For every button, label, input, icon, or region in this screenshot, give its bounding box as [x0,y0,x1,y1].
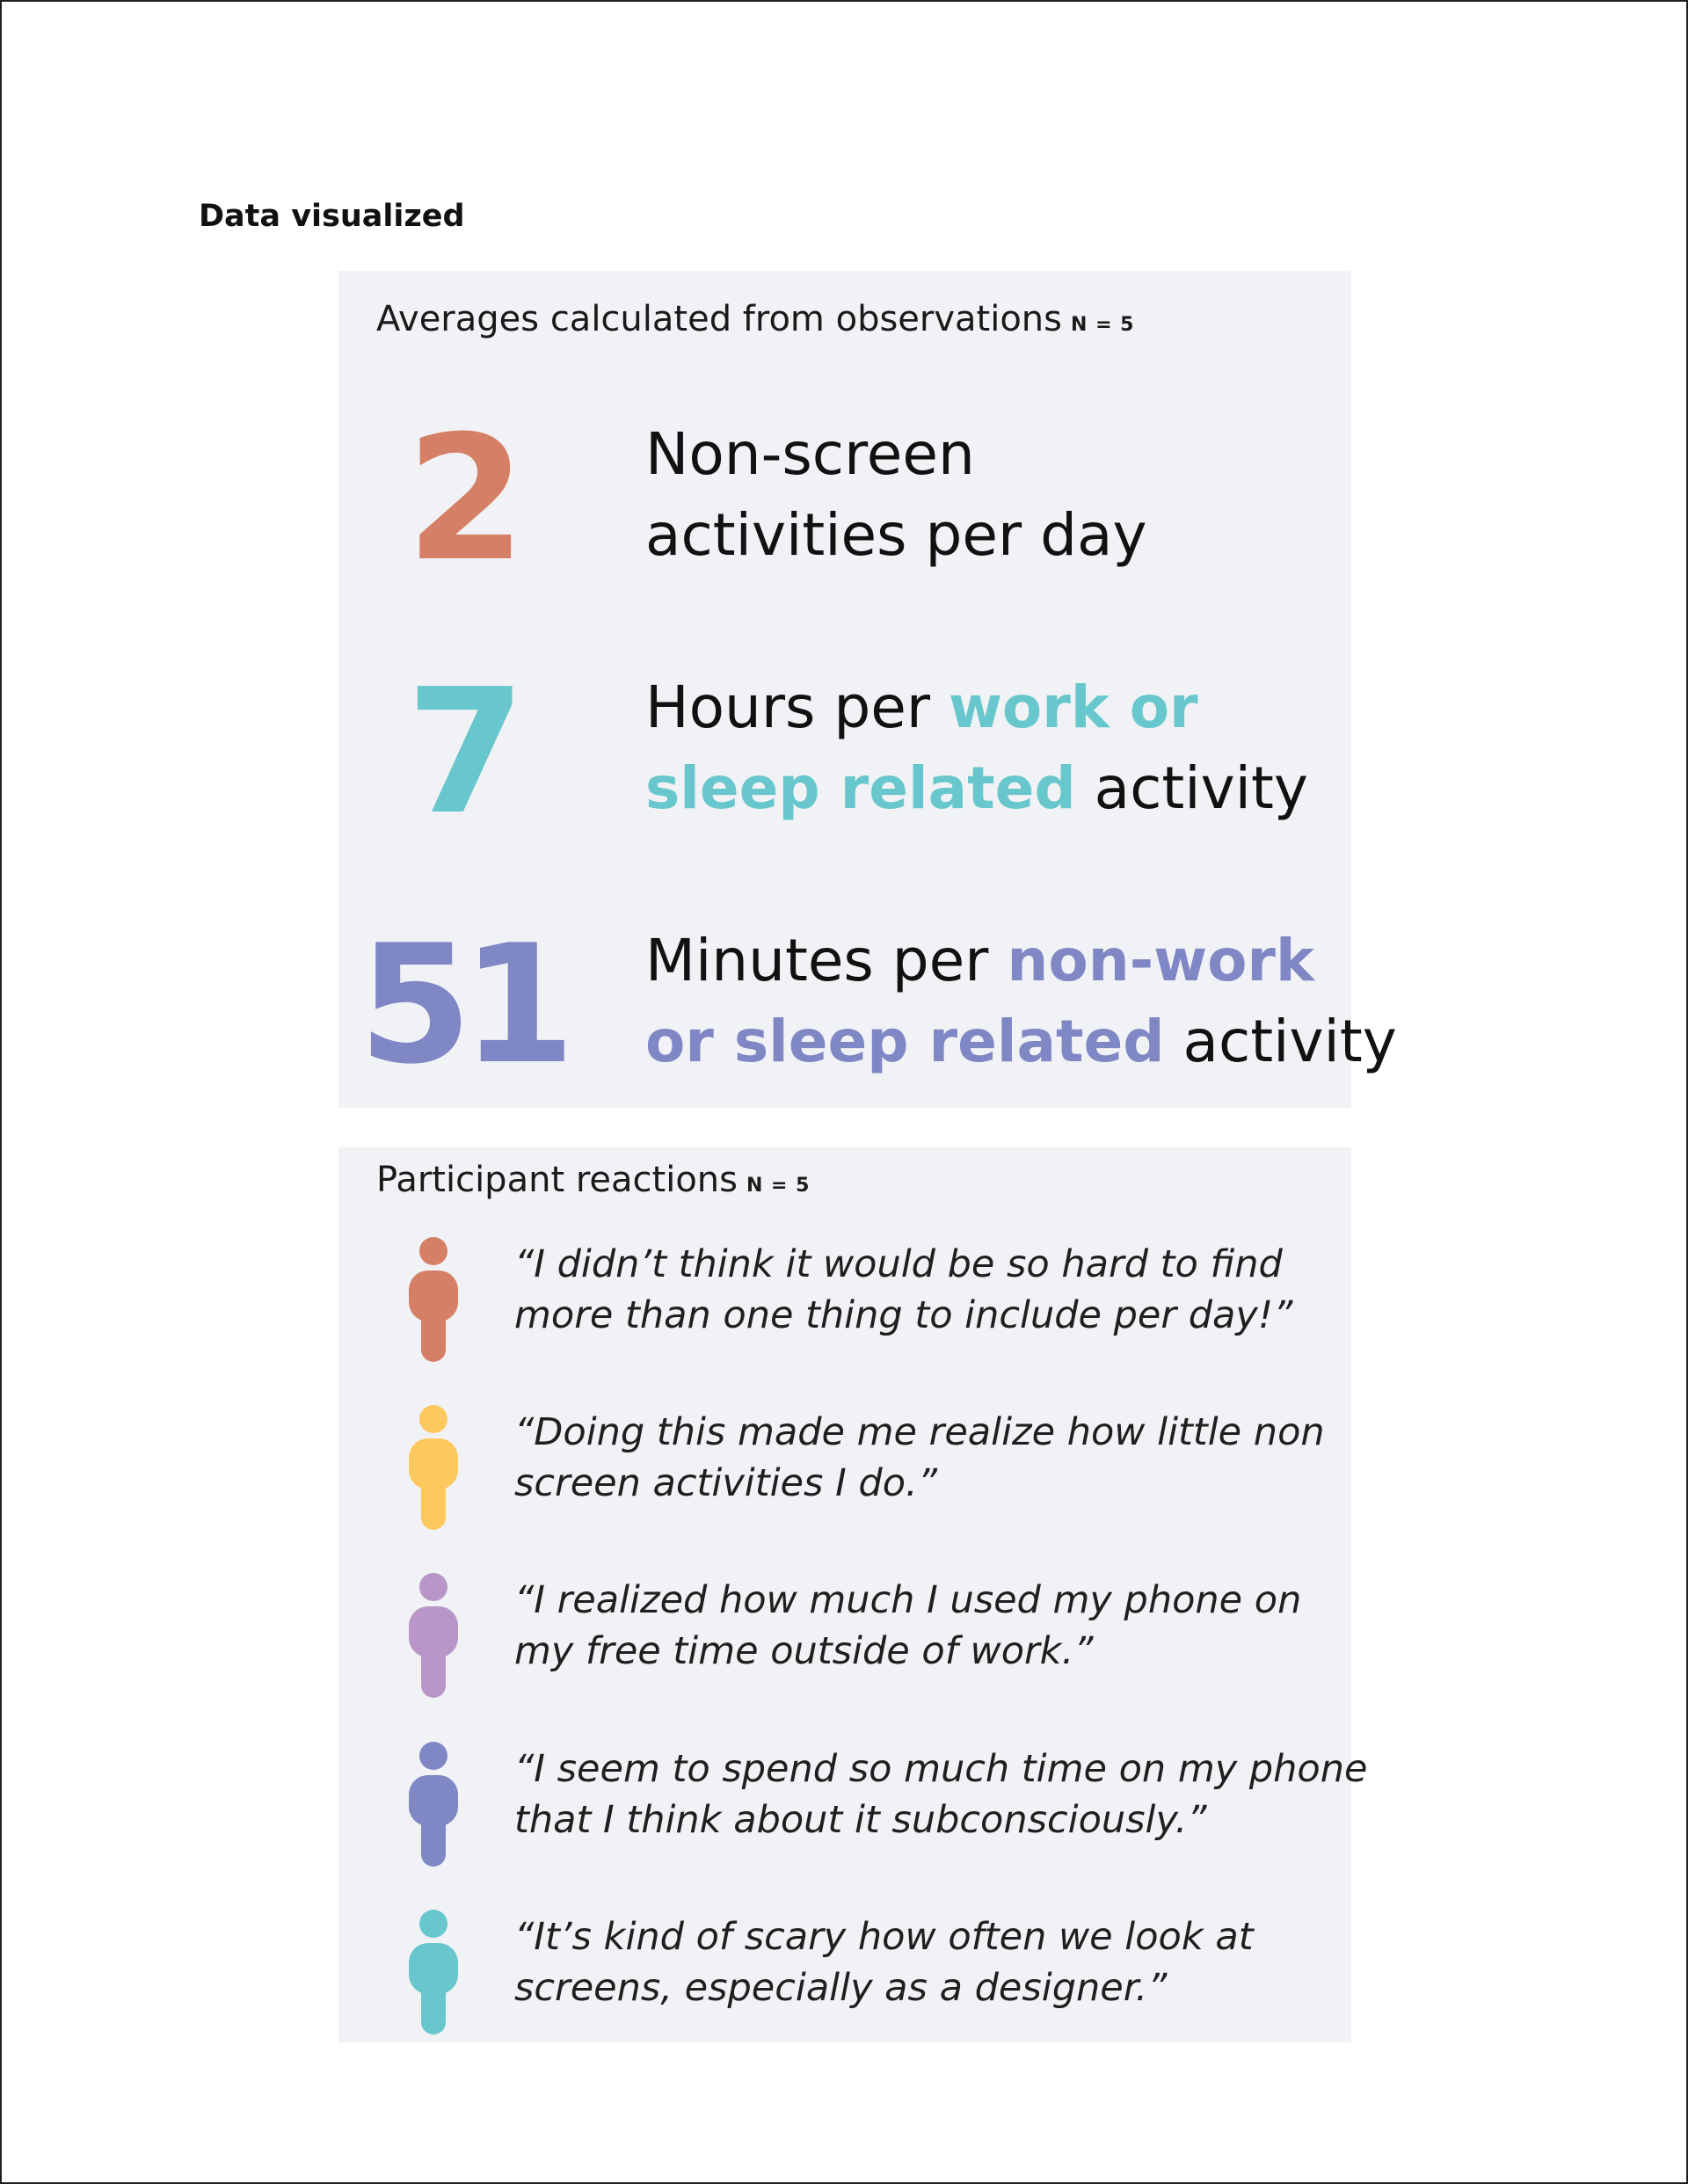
page-heading: Data visualized [199,199,465,234]
quote-line: my free time outside of work.” [514,1629,1094,1673]
stat-label-line: activities per day [645,501,1147,569]
reactions-panel-title [376,1160,810,1200]
stat-number-non-screen: 2 [405,399,527,600]
reaction-item [338,1742,1368,1874]
stat-label-text: activity [1164,1008,1397,1075]
stat-label-text: Minutes per [645,927,1008,994]
person-icon [409,1910,458,2035]
quote-line: “I realized how much I used my phone on [514,1578,1302,1622]
reaction-item [338,1910,1351,2042]
stat-number-work-sleep: 7 [405,652,527,853]
reactions-n-tag: N = 5 [746,1175,811,1197]
reaction-item [338,1237,1351,1369]
person-icon [409,1573,458,1698]
reactions-title-text: Participant reactions [376,1160,738,1200]
averages-panel-title [376,299,1134,339]
quote-line: “I didn’t think it would be so hard to find [514,1242,1283,1286]
quote-line: “Doing this made me realize how little non [514,1410,1325,1454]
averages-panel [338,271,1397,1108]
reaction-quote [514,1911,1254,2013]
person-icon [409,1742,458,1867]
quote-line: “It’s kind of scary how often we look at [514,1915,1254,1959]
averages-n-tag: N = 5 [1071,314,1135,336]
stat-label-highlight: non-work [1007,927,1314,994]
reactions-panel [338,1147,1368,2042]
quote-line: more than one thing to include per day!” [514,1293,1293,1337]
reaction-quote [514,1575,1301,1677]
person-icon [409,1237,458,1362]
averages-title-text: Averages calculated from observations [376,299,1062,339]
person-icon [409,1405,458,1530]
reaction-item [338,1573,1351,1705]
stat-label-non-screen [645,414,1147,576]
stat-label-work-sleep [645,667,1308,829]
quote-line: that I think about it subconsciously.” [514,1798,1207,1842]
quote-line: screen activities I do.” [514,1461,937,1505]
reaction-quote [514,1407,1325,1509]
stat-number-non-work: 51 [358,909,565,1100]
quote-line: screens, especially as a designer.” [514,1966,1168,2010]
quote-line: “I seem to spend so much time on my phone [514,1747,1368,1791]
reaction-item [338,1405,1351,1537]
reaction-quote [514,1744,1367,1845]
stat-label-text: activity [1075,754,1308,822]
stat-label-highlight: work or [948,673,1198,741]
stat-label-highlight: or sleep related [645,1008,1165,1075]
stat-label-non-work [645,921,1397,1082]
reaction-quote [514,1239,1292,1341]
stat-label-line: Non-screen [645,420,975,488]
stat-label-text: Hours per [645,673,949,741]
stat-label-highlight: sleep related [645,754,1076,822]
